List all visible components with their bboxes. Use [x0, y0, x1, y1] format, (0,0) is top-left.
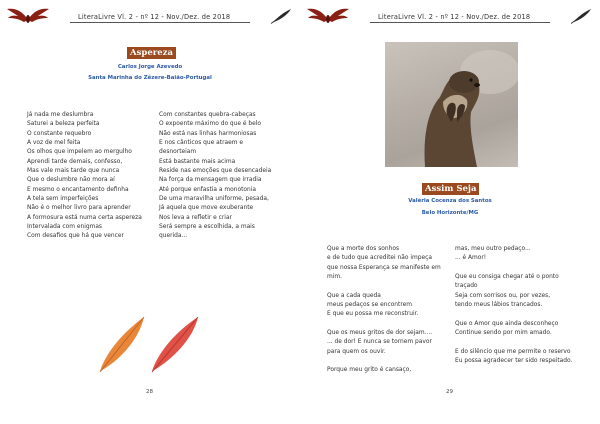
poem-line: A formosura está numa certa aspereza [27, 214, 142, 221]
page-header [300, 6, 600, 28]
poem-line: Na força da mensagem que irradia [159, 177, 262, 184]
poem-line: Com constantes quebra-cabeças [159, 112, 256, 118]
poem-title: Assim Seja [422, 183, 479, 195]
page-number: 29 [446, 389, 453, 395]
poem-line: Será sempre a escolhida, a mais [159, 224, 255, 231]
author-location: Belo Horizonte/MG [421, 210, 479, 216]
poem-column-1 [327, 245, 441, 376]
poem-line: Que os meus gritos de dor sejam.... [327, 330, 433, 337]
poem-line: Que a morte dos sonhos [327, 246, 400, 252]
poem-line [455, 310, 572, 319]
page-number: 28 [146, 389, 153, 395]
poem-line: Aprendi tarde demais, confesso, [27, 158, 123, 165]
poem-line: E mesmo o encantamento definha [27, 186, 129, 193]
poem-line: Que o Amor que ainda desconheço [455, 320, 559, 327]
feather-red-icon [152, 317, 198, 372]
feathers-illustration [96, 305, 206, 375]
poem-line: Mas vale mais tarde que nunca [27, 168, 120, 175]
poem-line: Está bastante mais acima [159, 158, 236, 165]
header-rule [370, 22, 550, 23]
poem-line: E que eu possa me reconstruir. [327, 311, 419, 318]
poem-line: A voz de mel feita [27, 140, 81, 147]
poem-line: que nossa Esperança se manifeste em [327, 264, 441, 271]
poem-column-2 [159, 111, 271, 242]
poem-line: Com desafios que há que vencer [27, 233, 124, 240]
poem-line [327, 357, 441, 366]
otter-photo [385, 42, 518, 167]
poem-line: tendo meus lábios trancados. [455, 302, 543, 309]
poem-line: Saturei a beleza perfeita [27, 121, 100, 128]
quill-icon [570, 8, 592, 24]
poem-line [455, 338, 572, 347]
poem-line: De uma maravilha uniforme, pesada, [159, 196, 269, 203]
poem-line: Intervalada com enigmas [27, 224, 102, 231]
poem-line: ... de dor! E nunca se tornem pavor [327, 339, 432, 346]
poem-line: Não é o melhor livro para aprender [27, 205, 131, 212]
poem-line [455, 264, 572, 273]
poem-line: ... é Amor! [455, 255, 487, 262]
poem-line: Que eu consiga chegar até o ponto [455, 274, 559, 281]
poem-line: Até porque enfastia a monotonia [159, 186, 256, 193]
poem-line: traçado [455, 283, 478, 290]
poem-line: E nos cânticos que atraem e [159, 140, 243, 147]
poem-line: Reside nas emoções que desencadeia [159, 168, 272, 175]
poem-line: Já aquela que move exuberante [159, 205, 254, 212]
author-name: Valéria Cocenza dos Santos [408, 198, 492, 204]
wings-logo-icon [306, 6, 350, 26]
poem-column-2 [455, 245, 572, 366]
poem-column-1 [27, 111, 142, 242]
poem-line: desnorteiam [159, 149, 197, 156]
poem-line: meus pedaços se encontrem [327, 302, 412, 309]
poem-line: Continue sendo por mim amado. [455, 330, 552, 337]
feather-orange-icon [100, 317, 144, 372]
poem-line: e de tudo que acreditei não impeça [327, 255, 432, 262]
header-text: LiteraLivre Vl. 2 - nº 12 - Nov./Dez. de 2018 [78, 13, 231, 21]
poem-line: Que o deslumbre não mora aí [27, 177, 115, 184]
wings-logo-icon [6, 6, 50, 26]
poem-title: Aspereza [127, 47, 176, 59]
poem-line: Que a cada queda [327, 292, 381, 299]
poem-line: mas, meu outro pedaço... [455, 246, 531, 252]
author-name: Carlos Jorge Azevedo [117, 64, 183, 70]
poem-line: E do silêncio que me permite o reservo [455, 348, 571, 355]
right-page [300, 0, 600, 424]
header-text: LiteraLivre Vl. 2 - nº 12 - Nov./Dez. de 2018 [378, 13, 531, 21]
author-location: Santa Marinha do Zêzere-Baião-Portugal [88, 75, 212, 81]
poem-line: O expoente máximo do que é belo [159, 121, 261, 128]
poem-line: Os olhos que impelem ao mergulho [27, 149, 132, 156]
poem-line [327, 320, 441, 329]
poem-line: O constante requebro [27, 130, 92, 137]
poem-line: mim. [327, 274, 342, 281]
quill-icon [270, 8, 292, 24]
poem-line: querida... [159, 233, 188, 240]
poem-line: Porque meu grito é cansaço, [327, 367, 412, 374]
poem-line: Nos leva a refletir e criar [159, 214, 232, 221]
poem-line: para quem os ouvir. [327, 348, 386, 355]
poem-line: Não está nas linhas harmoniosas [159, 130, 257, 137]
poem-line [327, 282, 441, 291]
poem-line: Seja com sorrisos ou, por vezes, [455, 292, 551, 299]
poem-line: A tela sem imperfeições [27, 196, 99, 203]
page-header [0, 6, 300, 28]
header-rule [70, 22, 250, 23]
poem-line: Já nada me deslumbra [27, 112, 94, 118]
poem-line: Eu possa agradecer ter sido respeitado. [455, 358, 573, 365]
